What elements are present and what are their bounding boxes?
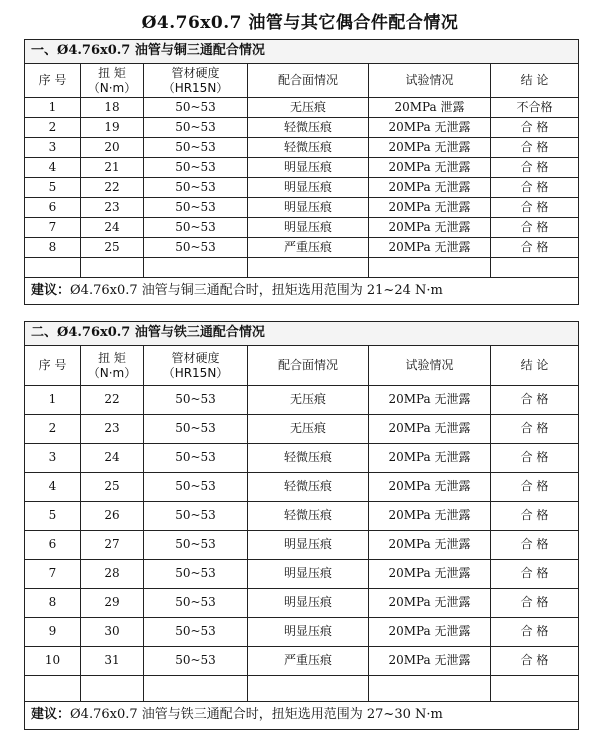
cell-conclusion: 合 格 xyxy=(491,531,579,560)
table-row xyxy=(25,218,579,238)
cell-hardness: 50~53 xyxy=(144,589,248,618)
cell-hardness: 50~53 xyxy=(144,415,248,444)
cell-hardness: 50~53 xyxy=(144,647,248,676)
cell-seq: 9 xyxy=(25,618,81,647)
cell-hardness: 50~53 xyxy=(144,386,248,415)
section-heading: 二、Ø4.76x0.7 油管与铁三通配合情况 xyxy=(25,322,579,346)
cell-mating: 无压痕 xyxy=(248,415,369,444)
table-row xyxy=(25,158,579,178)
table-row xyxy=(25,531,579,560)
cell-seq: 1 xyxy=(25,386,81,415)
cell-seq: 6 xyxy=(25,531,81,560)
cell-conclusion: 合 格 xyxy=(491,178,579,198)
cell-seq: 2 xyxy=(25,118,81,138)
cell-conclusion: 合 格 xyxy=(491,138,579,158)
table-row xyxy=(25,502,579,531)
cell-torque: 24 xyxy=(81,444,144,473)
header-torque-unit: （N·m） xyxy=(87,365,137,380)
cell-conclusion: 合 格 xyxy=(491,386,579,415)
cell-mating: 明显压痕 xyxy=(248,560,369,589)
cell-mating: 明显压痕 xyxy=(248,218,369,238)
cell-seq: 3 xyxy=(25,444,81,473)
cell-torque: 26 xyxy=(81,502,144,531)
header-conclusion: 结 论 xyxy=(491,346,579,386)
cell-test: 20MPa 无泄露 xyxy=(369,560,491,589)
recommendation-text: Ø4.76x0.7 油管与铜三通配合时，扭矩选用范围为 21~24 N·m xyxy=(70,282,443,298)
header-seq: 序 号 xyxy=(25,346,81,386)
recommendation-text: Ø4.76x0.7 油管与铁三通配合时，扭矩选用范围为 27~30 N·m xyxy=(70,707,443,723)
cell-torque: 23 xyxy=(81,415,144,444)
header-row xyxy=(25,64,579,98)
cell-seq: 4 xyxy=(25,473,81,502)
cell-conclusion: 合 格 xyxy=(491,198,579,218)
blank-cell xyxy=(248,258,369,278)
section-heading: 一、Ø4.76x0.7 油管与铜三通配合情况 xyxy=(25,40,579,64)
cell-seq: 5 xyxy=(25,502,81,531)
cell-test: 20MPa 泄露 xyxy=(369,98,491,118)
cell-test: 20MPa 无泄露 xyxy=(369,218,491,238)
cell-mating: 轻微压痕 xyxy=(248,444,369,473)
cell-mating: 轻微压痕 xyxy=(248,118,369,138)
cell-seq: 10 xyxy=(25,647,81,676)
cell-torque: 22 xyxy=(81,386,144,415)
cell-seq: 7 xyxy=(25,218,81,238)
header-hardness-label: 管材硬度 xyxy=(171,65,220,80)
cell-mating: 轻微压痕 xyxy=(248,138,369,158)
cell-hardness: 50~53 xyxy=(144,158,248,178)
recommendation-label: 建议： xyxy=(31,707,71,723)
header-hardness-label: 管材硬度 xyxy=(171,350,220,365)
table-row xyxy=(25,198,579,218)
cell-seq: 7 xyxy=(25,560,81,589)
header-torque-label: 扭 矩 xyxy=(98,350,126,365)
table-row xyxy=(25,589,579,618)
header-hardness xyxy=(144,346,248,386)
blank-cell xyxy=(491,676,579,702)
cell-mating: 明显压痕 xyxy=(248,618,369,647)
header-row xyxy=(25,346,579,386)
cell-torque: 31 xyxy=(81,647,144,676)
table-copper-tee xyxy=(24,39,579,305)
header-seq: 序 号 xyxy=(25,64,81,98)
cell-seq: 3 xyxy=(25,138,81,158)
cell-test: 20MPa 无泄露 xyxy=(369,618,491,647)
table-row xyxy=(25,560,579,589)
cell-torque: 29 xyxy=(81,589,144,618)
header-mating: 配合面情况 xyxy=(248,64,369,98)
cell-conclusion: 合 格 xyxy=(491,618,579,647)
cell-torque: 19 xyxy=(81,118,144,138)
table-body xyxy=(25,40,579,305)
cell-torque: 21 xyxy=(81,158,144,178)
cell-mating: 明显压痕 xyxy=(248,531,369,560)
table-row xyxy=(25,238,579,258)
cell-seq: 6 xyxy=(25,198,81,218)
cell-hardness: 50~53 xyxy=(144,473,248,502)
header-torque-unit: （N·m） xyxy=(87,80,137,95)
cell-seq: 1 xyxy=(25,98,81,118)
cell-test: 20MPa 无泄露 xyxy=(369,647,491,676)
cell-test: 20MPa 无泄露 xyxy=(369,502,491,531)
cell-test: 20MPa 无泄露 xyxy=(369,415,491,444)
cell-conclusion: 合 格 xyxy=(491,647,579,676)
blank-cell xyxy=(81,258,144,278)
table-row xyxy=(25,118,579,138)
header-hardness xyxy=(144,64,248,98)
header-torque xyxy=(81,346,144,386)
cell-hardness: 50~53 xyxy=(144,218,248,238)
cell-seq: 2 xyxy=(25,415,81,444)
header-test: 试验情况 xyxy=(369,64,491,98)
cell-hardness: 50~53 xyxy=(144,98,248,118)
cell-mating: 严重压痕 xyxy=(248,238,369,258)
cell-hardness: 50~53 xyxy=(144,118,248,138)
cell-test: 20MPa 无泄露 xyxy=(369,178,491,198)
cell-test: 20MPa 无泄露 xyxy=(369,589,491,618)
cell-conclusion: 合 格 xyxy=(491,158,579,178)
header-hardness-unit: （HR15N） xyxy=(162,80,229,95)
cell-seq: 8 xyxy=(25,238,81,258)
cell-test: 20MPa 无泄露 xyxy=(369,158,491,178)
cell-hardness: 50~53 xyxy=(144,198,248,218)
cell-seq: 8 xyxy=(25,589,81,618)
table-row xyxy=(25,138,579,158)
header-test: 试验情况 xyxy=(369,346,491,386)
cell-test: 20MPa 无泄露 xyxy=(369,444,491,473)
cell-conclusion: 合 格 xyxy=(491,560,579,589)
cell-mating: 明显压痕 xyxy=(248,158,369,178)
blank-cell xyxy=(25,258,81,278)
blank-cell xyxy=(369,676,491,702)
blank-row xyxy=(25,676,579,702)
cell-mating: 明显压痕 xyxy=(248,589,369,618)
blank-cell xyxy=(81,676,144,702)
cell-torque: 24 xyxy=(81,218,144,238)
blank-row xyxy=(25,258,579,278)
cell-hardness: 50~53 xyxy=(144,238,248,258)
cell-hardness: 50~53 xyxy=(144,560,248,589)
cell-hardness: 50~53 xyxy=(144,138,248,158)
cell-mating: 轻微压痕 xyxy=(248,502,369,531)
header-hardness-unit: （HR15N） xyxy=(162,365,229,380)
cell-conclusion: 合 格 xyxy=(491,473,579,502)
cell-test: 20MPa 无泄露 xyxy=(369,531,491,560)
cell-seq: 4 xyxy=(25,158,81,178)
cell-torque: 30 xyxy=(81,618,144,647)
header-mating: 配合面情况 xyxy=(248,346,369,386)
cell-torque: 22 xyxy=(81,178,144,198)
cell-torque: 28 xyxy=(81,560,144,589)
blank-cell xyxy=(491,258,579,278)
cell-torque: 23 xyxy=(81,198,144,218)
header-conclusion: 结 论 xyxy=(491,64,579,98)
cell-mating: 无压痕 xyxy=(248,98,369,118)
cell-torque: 25 xyxy=(81,238,144,258)
recommendation xyxy=(25,702,579,730)
table-row xyxy=(25,415,579,444)
cell-conclusion: 不合格 xyxy=(491,98,579,118)
cell-conclusion: 合 格 xyxy=(491,502,579,531)
blank-cell xyxy=(25,676,81,702)
cell-test: 20MPa 无泄露 xyxy=(369,198,491,218)
cell-hardness: 50~53 xyxy=(144,502,248,531)
cell-torque: 20 xyxy=(81,138,144,158)
table-row xyxy=(25,647,579,676)
blank-cell xyxy=(144,258,248,278)
blank-cell xyxy=(144,676,248,702)
cell-conclusion: 合 格 xyxy=(491,589,579,618)
cell-hardness: 50~53 xyxy=(144,178,248,198)
cell-hardness: 50~53 xyxy=(144,444,248,473)
blank-cell xyxy=(248,676,369,702)
recommendation-label: 建议： xyxy=(31,282,71,298)
recommendation xyxy=(25,278,579,305)
table-iron-tee xyxy=(24,321,579,730)
table-row xyxy=(25,618,579,647)
cell-conclusion: 合 格 xyxy=(491,444,579,473)
cell-mating: 无压痕 xyxy=(248,386,369,415)
cell-test: 20MPa 无泄露 xyxy=(369,118,491,138)
table-body xyxy=(25,322,579,730)
cell-test: 20MPa 无泄露 xyxy=(369,386,491,415)
cell-torque: 18 xyxy=(81,98,144,118)
table-row xyxy=(25,98,579,118)
cell-conclusion: 合 格 xyxy=(491,118,579,138)
cell-torque: 25 xyxy=(81,473,144,502)
cell-mating: 明显压痕 xyxy=(248,198,369,218)
cell-conclusion: 合 格 xyxy=(491,238,579,258)
table-row xyxy=(25,473,579,502)
cell-hardness: 50~53 xyxy=(144,531,248,560)
cell-mating: 轻微压痕 xyxy=(248,473,369,502)
cell-conclusion: 合 格 xyxy=(491,415,579,444)
header-torque xyxy=(81,64,144,98)
cell-test: 20MPa 无泄露 xyxy=(369,138,491,158)
table-row xyxy=(25,444,579,473)
cell-hardness: 50~53 xyxy=(144,618,248,647)
cell-mating: 明显压痕 xyxy=(248,178,369,198)
table-row xyxy=(25,178,579,198)
cell-mating: 严重压痕 xyxy=(248,647,369,676)
cell-conclusion: 合 格 xyxy=(491,218,579,238)
cell-seq: 5 xyxy=(25,178,81,198)
cell-test: 20MPa 无泄露 xyxy=(369,473,491,502)
cell-test: 20MPa 无泄露 xyxy=(369,238,491,258)
table-row xyxy=(25,386,579,415)
blank-cell xyxy=(369,258,491,278)
header-torque-label: 扭 矩 xyxy=(98,65,126,80)
document-title: Ø4.76x0.7 油管与其它偶合件配合情况 xyxy=(141,13,459,33)
cell-torque: 27 xyxy=(81,531,144,560)
